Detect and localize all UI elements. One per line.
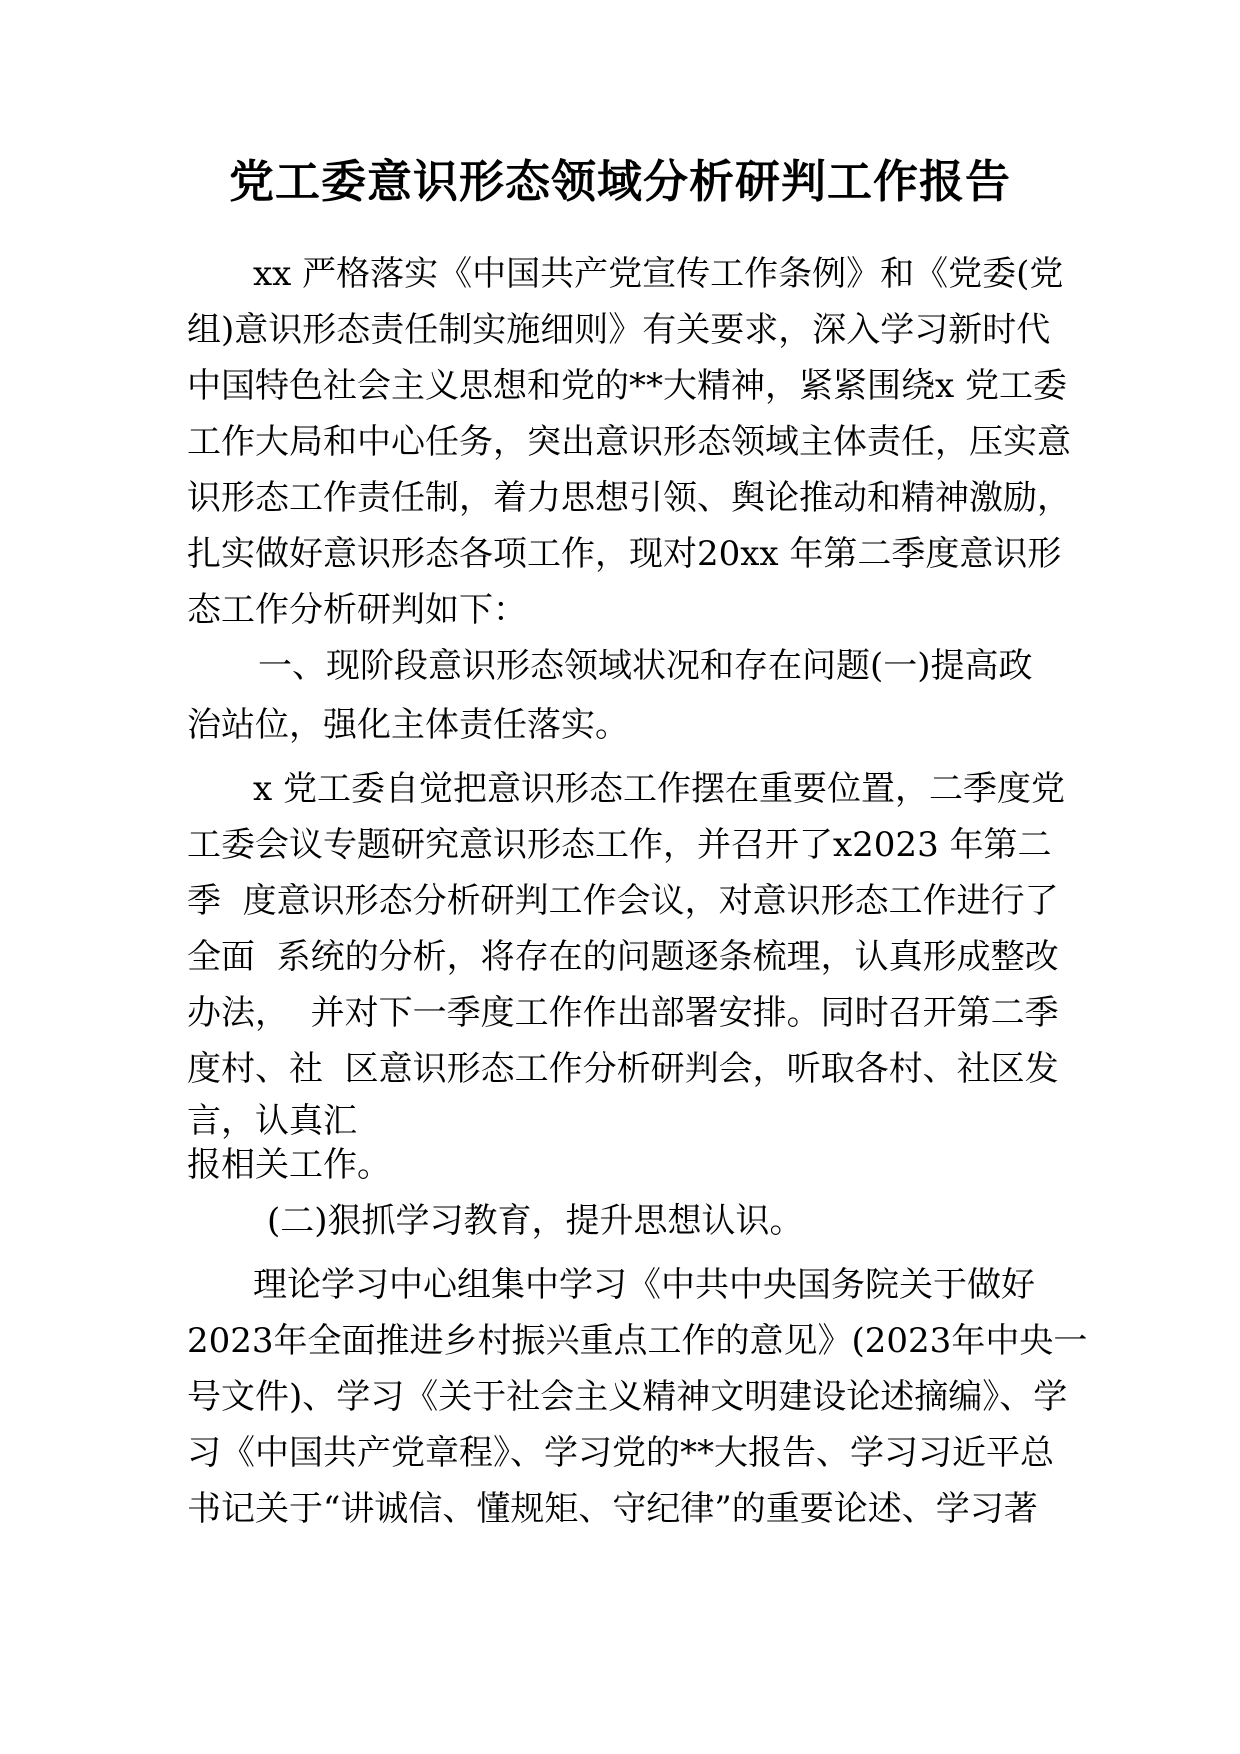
section-heading: (二)狠抓学习教育，提升思想认识。 [267,1201,804,1241]
body-line: 工作大局和中心任务，突出意识形态领域主体责任，压实意 [187,422,1071,462]
body-line: 言，认真汇 [187,1101,357,1141]
document-title: 党工委意识形态领域分析研判工作报告 [228,155,1011,208]
body-line: 报相关工作。 [187,1145,391,1185]
body-line: 识形态工作责任制，着力思想引领、舆论推动和精神激励， [187,478,1071,518]
body-line: 理论学习中心组集中学习《中共中央国务院关于做好 [253,1265,1035,1305]
body-line: 号文件)、学习《关于社会主义精神文明建设论述摘编》、学 [187,1377,1068,1417]
body-line: 扎实做好意识形态各项工作，现对20xx 年第二季度意识形 [187,534,1062,574]
body-line: 态工作分析研判如下： [187,590,527,630]
body-line: 2023年全面推进乡村振兴重点工作的意见》(2023年中央一 [187,1321,1088,1361]
body-line: x 党工委自觉把意识形态工作摆在重要位置，二季度党 [253,769,1065,809]
body-line: 中国特色社会主义思想和党的**大精神，紧紧围绕x 党工委 [187,366,1067,406]
body-line: 季 度意识形态分析研判工作会议，对意识形态工作进行了 [187,881,1059,921]
section-heading: 一、现阶段意识形态领域状况和存在问题(一)提高政 [258,646,1033,686]
section-heading: 治站位，强化主体责任落实。 [187,705,629,745]
body-line: 全面 系统的分析，将存在的问题逐条梳理，认真形成整改 [187,937,1059,977]
body-line: 度村、社 区意识形态工作分析研判会，听取各村、社区发 [187,1049,1059,1089]
body-line: xx 严格落实《中国共产党宣传工作条例》和《党委(党 [253,254,1064,294]
body-line: 习《中国共产党章程》、学习党的**大报告、学习习近平总 [187,1433,1054,1473]
body-line: 书记关于“讲诚信、懂规矩、守纪律”的重要论述、学习著 [187,1489,1038,1529]
body-line: 组)意识形态责任制实施细则》有关要求，深入学习新时代 [187,310,1051,350]
body-line: 办法， 并对下一季度工作作出部署安排。同时召开第二季 [187,993,1059,1033]
body-line: 工委会议专题研究意识形态工作，并召开了x2023 年第二 [187,825,1052,865]
